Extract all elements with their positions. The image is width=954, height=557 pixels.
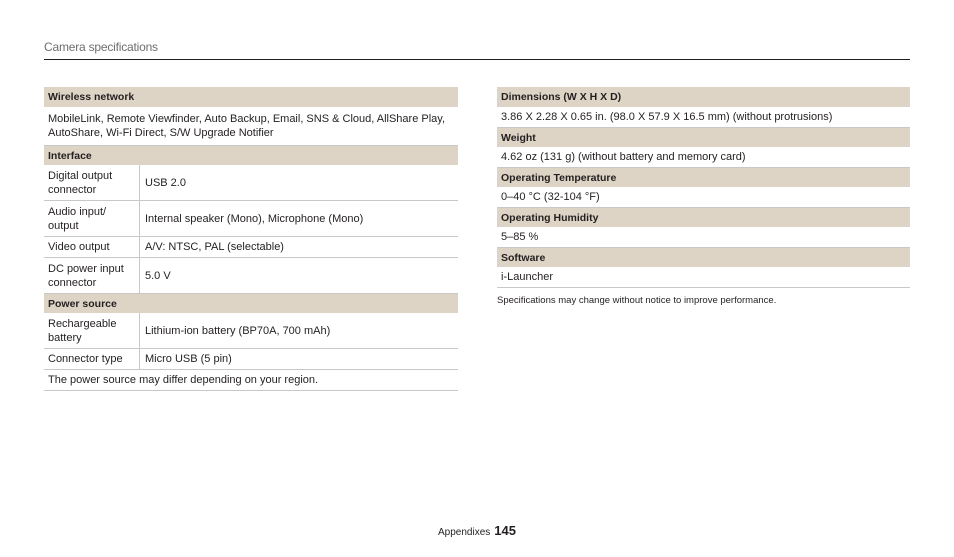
power-source-note: The power source may differ depending on your region.: [44, 370, 458, 391]
operating-temperature-value: 0–40 °C (32-104 °F): [497, 187, 910, 208]
section-header-wireless: Wireless network: [44, 87, 458, 107]
section-header-operating-temperature: Operating Temperature: [497, 168, 910, 187]
section-header-dimensions: Dimensions (W X H X D): [497, 87, 910, 107]
wireless-network-value: MobileLink, Remote Viewfinder, Auto Backup, Email, SNS & Cloud, AllShare Play, AutoShare, Wi-Fi Direct, S/W Upgrade Notifier: [44, 107, 458, 146]
table-row: [44, 313, 458, 349]
row-value: USB 2.0: [145, 176, 186, 189]
row-value: A/V: NTSC, PAL (selectable): [145, 241, 284, 253]
table-row: [44, 237, 458, 258]
page-footer: [0, 523, 954, 538]
footer-section-label: Appendixes: [438, 527, 491, 538]
section-header-power: Power source: [44, 294, 458, 313]
right-spec-table: [497, 87, 910, 306]
table-row: [44, 258, 458, 294]
row-value: Micro USB (5 pin): [145, 353, 232, 365]
table-row: [44, 165, 458, 201]
specifications-note: Specifications may change without notice to improve performance.: [497, 295, 777, 306]
section-header-interface: Interface: [44, 146, 458, 165]
page-header: [44, 40, 910, 60]
section-header-software: Software: [497, 248, 910, 267]
row-label: DC power input connector: [44, 258, 140, 293]
row-value: 5.0 V: [145, 269, 171, 282]
operating-humidity-value: 5–85 %: [497, 227, 910, 248]
table-row: [44, 349, 458, 370]
row-label: Digital output connector: [44, 165, 140, 200]
row-label: Video output: [44, 237, 140, 257]
page-title: Camera specifications: [44, 40, 158, 54]
row-value: Internal speaker (Mono), Microphone (Mono): [145, 212, 364, 225]
dimensions-value: 3.86 X 2.28 X 0.65 in. (98.0 X 57.9 X 16.5 mm) (without protrusions): [497, 107, 910, 128]
row-label: Rechargeable battery: [44, 313, 140, 348]
page-number: 145: [494, 523, 516, 538]
row-label: Connector type: [44, 349, 140, 369]
row-label: Audio input/ output: [44, 201, 140, 236]
software-value: i-Launcher: [497, 267, 910, 288]
table-row: [44, 201, 458, 237]
section-header-weight: Weight: [497, 128, 910, 147]
section-header-operating-humidity: Operating Humidity: [497, 208, 910, 227]
left-spec-table: [44, 87, 458, 391]
row-value: Lithium-ion battery (BP70A, 700 mAh): [145, 324, 331, 337]
weight-value: 4.62 oz (131 g) (without battery and memory card): [497, 147, 910, 168]
